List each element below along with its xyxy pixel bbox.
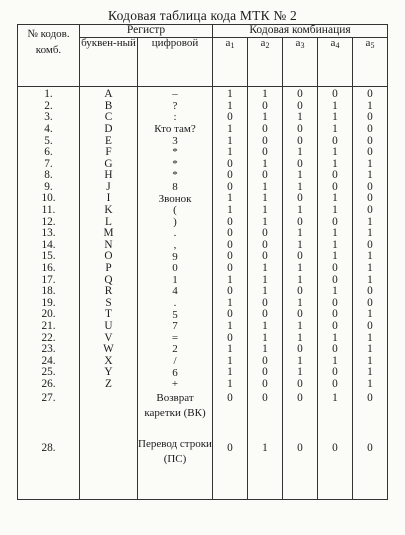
bit-a5-cell: 1 (353, 379, 388, 391)
bit-a2-cell: 1 (248, 263, 283, 275)
row-number: 5. (18, 135, 80, 147)
bit-a1-cell: 1 (213, 135, 248, 147)
letter-register-cell (80, 390, 138, 435)
bit-a3-cell: 1 (283, 275, 318, 287)
bit-a3-cell: 1 (283, 263, 318, 275)
bit-a3-cell: 0 (283, 390, 318, 435)
row-number: 21. (18, 321, 80, 333)
digit-register-cell: Звонок (138, 193, 213, 205)
bit-a1-cell: 0 (213, 170, 248, 182)
bit-a1-cell: 1 (213, 298, 248, 310)
bit-a3-cell: 0 (283, 286, 318, 298)
bit-a5-cell: 1 (353, 263, 388, 275)
bit-a4-cell: 0 (318, 87, 353, 101)
bit-a5-cell: 1 (353, 344, 388, 356)
table-row (18, 170, 388, 182)
bit-a2-cell: 0 (248, 228, 283, 240)
bit-a3-cell: 0 (283, 217, 318, 229)
letter-register-cell: U (80, 321, 138, 333)
bit-a5-cell: 0 (353, 298, 388, 310)
letter-register-cell: H (80, 170, 138, 182)
row-number: 14. (18, 240, 80, 252)
bit-a5-cell: 0 (353, 205, 388, 217)
bit-a2-cell: 0 (248, 240, 283, 252)
letter-register-cell: F (80, 147, 138, 159)
bit-a3-cell: 1 (283, 182, 318, 194)
bit-a4-cell: 1 (318, 390, 353, 435)
bit-a3-cell: 0 (283, 159, 318, 171)
bit-a3-cell: 0 (283, 309, 318, 321)
digit-register-cell: * (138, 147, 213, 159)
letter-register-cell: T (80, 309, 138, 321)
digit-register-cell: 3 (138, 135, 213, 147)
bit-a2-cell: 0 (248, 356, 283, 368)
bit-a2-cell: 0 (248, 170, 283, 182)
row-number: 18. (18, 286, 80, 298)
digit-register-cell: . (138, 298, 213, 310)
bit-a1-cell: 1 (213, 367, 248, 379)
bit-a2-cell: 1 (248, 217, 283, 229)
digit-register-cell: , (138, 240, 213, 252)
header-letters: буквен-ный (80, 38, 138, 87)
letter-register-cell: Z (80, 379, 138, 391)
row-number: 6. (18, 147, 80, 159)
letter-register-cell: G (80, 159, 138, 171)
row-number: 7. (18, 159, 80, 171)
row-number: 19. (18, 298, 80, 310)
bit-a1-cell: 1 (213, 205, 248, 217)
letter-register-cell: O (80, 251, 138, 263)
bit-a2-cell: 1 (248, 275, 283, 287)
bit-a4-cell: 1 (318, 159, 353, 171)
bit-a4-cell: 0 (318, 263, 353, 275)
row-number: 12. (18, 217, 80, 229)
bit-a5-cell: 0 (353, 135, 388, 147)
bit-a5-cell: 1 (353, 309, 388, 321)
bit-a5-cell: 1 (353, 367, 388, 379)
bit-a5-cell: 0 (353, 321, 388, 333)
row-number: 27. (18, 390, 80, 435)
bit-a2-cell: 1 (248, 182, 283, 194)
bit-a5-cell: 0 (353, 112, 388, 124)
digit-register-cell: * (138, 159, 213, 171)
table-body (18, 87, 388, 500)
bit-a2-cell: 1 (248, 321, 283, 333)
bit-a1-cell: 0 (213, 217, 248, 229)
letter-register-cell: Y (80, 367, 138, 379)
bit-a1-cell: 0 (213, 228, 248, 240)
bit-a2-cell: 0 (248, 147, 283, 159)
bit-a1-cell: 1 (213, 356, 248, 368)
table-row (18, 147, 388, 159)
digit-register-cell: 1 (138, 275, 213, 287)
digit-register-cell: ? (138, 101, 213, 113)
letter-register-cell: D (80, 124, 138, 136)
bit-a4-cell: 0 (318, 135, 353, 147)
bit-a2-cell: 0 (248, 379, 283, 391)
bit-a4-cell: 1 (318, 147, 353, 159)
bit-a5-cell: 1 (353, 101, 388, 113)
bit-a3-cell: 1 (283, 332, 318, 344)
digit-register-cell: : (138, 112, 213, 124)
bit-a5-cell: 1 (353, 217, 388, 229)
bit-a4-cell: 0 (318, 435, 353, 500)
letter-register-cell: C (80, 112, 138, 124)
row-number: 20. (18, 309, 80, 321)
bit-a5-cell: 1 (353, 170, 388, 182)
bit-a5-cell: 1 (353, 275, 388, 287)
bit-a2-cell: 0 (248, 124, 283, 136)
letter-register-cell: A (80, 87, 138, 101)
letter-register-cell: E (80, 135, 138, 147)
header-bit-a5: $a_5$ (353, 38, 388, 87)
table-row (18, 286, 388, 298)
letter-register-cell (80, 435, 138, 500)
bit-a1-cell: 1 (213, 344, 248, 356)
bit-a2-cell: 0 (248, 251, 283, 263)
bit-a5-cell: 1 (353, 228, 388, 240)
row-number: 26. (18, 379, 80, 391)
bit-a4-cell: 1 (318, 286, 353, 298)
letter-register-cell: R (80, 286, 138, 298)
table-row (18, 228, 388, 240)
bit-a5-cell: 1 (353, 251, 388, 263)
bit-a1-cell: 1 (213, 379, 248, 391)
table-row (18, 87, 388, 101)
bit-a3-cell: 0 (283, 124, 318, 136)
bit-a5-cell: 0 (353, 390, 388, 435)
bit-a3-cell: 1 (283, 367, 318, 379)
bit-a4-cell: 1 (318, 101, 353, 113)
row-number: 9. (18, 182, 80, 194)
row-number: 16. (18, 263, 80, 275)
bit-a1-cell: 0 (213, 332, 248, 344)
row-number: 1. (18, 87, 80, 101)
bit-a1-cell: 0 (213, 309, 248, 321)
table-row (18, 321, 388, 333)
header-bit-a3: $a_3$ (283, 38, 318, 87)
bit-a2-cell: 0 (248, 367, 283, 379)
bit-a5-cell: 1 (353, 332, 388, 344)
digit-register-cell: 2 (138, 344, 213, 356)
bit-a4-cell: 1 (318, 205, 353, 217)
bit-a3-cell: 1 (283, 356, 318, 368)
bit-a5-cell: 0 (353, 182, 388, 194)
bit-a4-cell: 0 (318, 298, 353, 310)
row-number: 24. (18, 356, 80, 368)
letter-register-cell: K (80, 205, 138, 217)
letter-register-cell: I (80, 193, 138, 205)
bit-a4-cell: 0 (318, 275, 353, 287)
bit-a1-cell: 0 (213, 112, 248, 124)
bit-a3-cell: 0 (283, 135, 318, 147)
bit-a4-cell: 1 (318, 251, 353, 263)
bit-a2-cell: 0 (248, 390, 283, 435)
bit-a3-cell: 0 (283, 251, 318, 263)
header-number: № кодов. комб. (18, 25, 80, 87)
table-row (18, 124, 388, 136)
bit-a1-cell: 1 (213, 124, 248, 136)
bit-a4-cell: 1 (318, 112, 353, 124)
bit-a1-cell: 1 (213, 193, 248, 205)
bit-a4-cell: 0 (318, 170, 353, 182)
bit-a2-cell: 0 (248, 309, 283, 321)
digit-register-cell: 9 (138, 251, 213, 263)
bit-a4-cell: 1 (318, 124, 353, 136)
bit-a4-cell: 1 (318, 240, 353, 252)
bit-a3-cell: 1 (283, 240, 318, 252)
bit-a1-cell: 1 (213, 275, 248, 287)
bit-a2-cell: 0 (248, 135, 283, 147)
digit-register-cell: 8 (138, 182, 213, 194)
bit-a5-cell: 0 (353, 435, 388, 500)
table-row (18, 344, 388, 356)
bit-a1-cell: 0 (213, 182, 248, 194)
digit-register-cell: ) (138, 217, 213, 229)
bit-a5-cell: 0 (353, 193, 388, 205)
bit-a4-cell: 0 (318, 217, 353, 229)
bit-a1-cell: 1 (213, 321, 248, 333)
row-number: 3. (18, 112, 80, 124)
row-number: 8. (18, 170, 80, 182)
digit-register-cell: . (138, 228, 213, 240)
bit-a1-cell: 1 (213, 147, 248, 159)
table-row (18, 435, 388, 500)
bit-a2-cell: 1 (248, 332, 283, 344)
letter-register-cell: S (80, 298, 138, 310)
letter-register-cell: Q (80, 275, 138, 287)
letter-register-cell: L (80, 217, 138, 229)
bit-a3-cell: 0 (283, 435, 318, 500)
header-bit-a1: $a_1$ (213, 38, 248, 87)
bit-a4-cell: 0 (318, 321, 353, 333)
digit-register-cell: = (138, 332, 213, 344)
bit-a3-cell: 1 (283, 112, 318, 124)
bit-a3-cell: 1 (283, 170, 318, 182)
bit-a4-cell: 0 (318, 309, 353, 321)
row-number: 15. (18, 251, 80, 263)
bit-a2-cell: 1 (248, 193, 283, 205)
table-row (18, 379, 388, 391)
bit-a2-cell: 0 (248, 298, 283, 310)
bit-a3-cell: 0 (283, 193, 318, 205)
bit-a1-cell: 0 (213, 159, 248, 171)
bit-a3-cell: 0 (283, 344, 318, 356)
bit-a4-cell: 1 (318, 356, 353, 368)
bit-a4-cell: 0 (318, 367, 353, 379)
bit-a1-cell: 0 (213, 435, 248, 500)
bit-a3-cell: 1 (283, 298, 318, 310)
bit-a1-cell: 0 (213, 240, 248, 252)
bit-a2-cell: 1 (248, 286, 283, 298)
bit-a4-cell: 0 (318, 344, 353, 356)
header-register: Регистр (80, 25, 213, 38)
bit-a1-cell: 1 (213, 87, 248, 101)
bit-a1-cell: 0 (213, 390, 248, 435)
page-title: Кодовая таблица кода МТК № 2 (108, 8, 297, 23)
bit-a2-cell: 1 (248, 205, 283, 217)
bit-a1-cell: 0 (213, 263, 248, 275)
letter-register-cell: J (80, 182, 138, 194)
row-number: 2. (18, 101, 80, 113)
bit-a1-cell: 0 (213, 251, 248, 263)
digit-register-cell: * (138, 170, 213, 182)
table-row (18, 390, 388, 435)
row-number: 28. (18, 435, 80, 500)
table-row (18, 205, 388, 217)
digit-register-cell: 5 (138, 309, 213, 321)
bit-a5-cell: 0 (353, 286, 388, 298)
digit-register-cell: + (138, 379, 213, 391)
header-bit-a4: $a_4$ (318, 38, 353, 87)
bit-a2-cell: 1 (248, 344, 283, 356)
bit-a5-cell: 0 (353, 124, 388, 136)
letter-register-cell: X (80, 356, 138, 368)
digit-register-cell: ( (138, 205, 213, 217)
row-number: 17. (18, 275, 80, 287)
letter-register-cell: V (80, 332, 138, 344)
header-bit-a2: $a_2$ (248, 38, 283, 87)
row-number: 23. (18, 344, 80, 356)
digit-register-cell: Перевод строки (ПС) (138, 435, 213, 500)
bit-a4-cell: 0 (318, 182, 353, 194)
bit-a5-cell: 0 (353, 240, 388, 252)
letter-register-cell: W (80, 344, 138, 356)
bit-a2-cell: 0 (248, 101, 283, 113)
digit-register-cell: – (138, 87, 213, 101)
bit-a2-cell: 1 (248, 112, 283, 124)
row-number: 4. (18, 124, 80, 136)
letter-register-cell: M (80, 228, 138, 240)
bit-a5-cell: 0 (353, 87, 388, 101)
digit-register-cell: 7 (138, 321, 213, 333)
bit-a4-cell: 1 (318, 228, 353, 240)
bit-a3-cell: 1 (283, 228, 318, 240)
row-number: 25. (18, 367, 80, 379)
digit-register-cell: 6 (138, 367, 213, 379)
row-number: 10. (18, 193, 80, 205)
bit-a3-cell: 0 (283, 101, 318, 113)
letter-register-cell: N (80, 240, 138, 252)
header-digits: цифровой (138, 38, 213, 87)
bit-a2-cell: 1 (248, 87, 283, 101)
letter-register-cell: B (80, 101, 138, 113)
code-table (17, 24, 388, 500)
bit-a5-cell: 1 (353, 159, 388, 171)
bit-a2-cell: 1 (248, 435, 283, 500)
bit-a3-cell: 1 (283, 147, 318, 159)
bit-a1-cell: 0 (213, 286, 248, 298)
row-number: 11. (18, 205, 80, 217)
bit-a3-cell: 0 (283, 379, 318, 391)
letter-register-cell: P (80, 263, 138, 275)
bit-a4-cell: 0 (318, 379, 353, 391)
bit-a1-cell: 1 (213, 101, 248, 113)
row-number: 22. (18, 332, 80, 344)
digit-register-cell: / (138, 356, 213, 368)
bit-a2-cell: 1 (248, 159, 283, 171)
digit-register-cell: 4 (138, 286, 213, 298)
bit-a3-cell: 0 (283, 87, 318, 101)
row-number: 13. (18, 228, 80, 240)
digit-register-cell: 0 (138, 263, 213, 275)
bit-a3-cell: 1 (283, 321, 318, 333)
bit-a4-cell: 1 (318, 193, 353, 205)
bit-a4-cell: 1 (318, 332, 353, 344)
table-row (18, 263, 388, 275)
digit-register-cell: Кто там? (138, 124, 213, 136)
bit-a5-cell: 1 (353, 356, 388, 368)
bit-a3-cell: 1 (283, 205, 318, 217)
digit-register-cell: Возврат каретки (ВК) (138, 390, 213, 435)
header-code-combination: Кодовая комбинация (213, 25, 388, 38)
bit-a5-cell: 0 (353, 147, 388, 159)
